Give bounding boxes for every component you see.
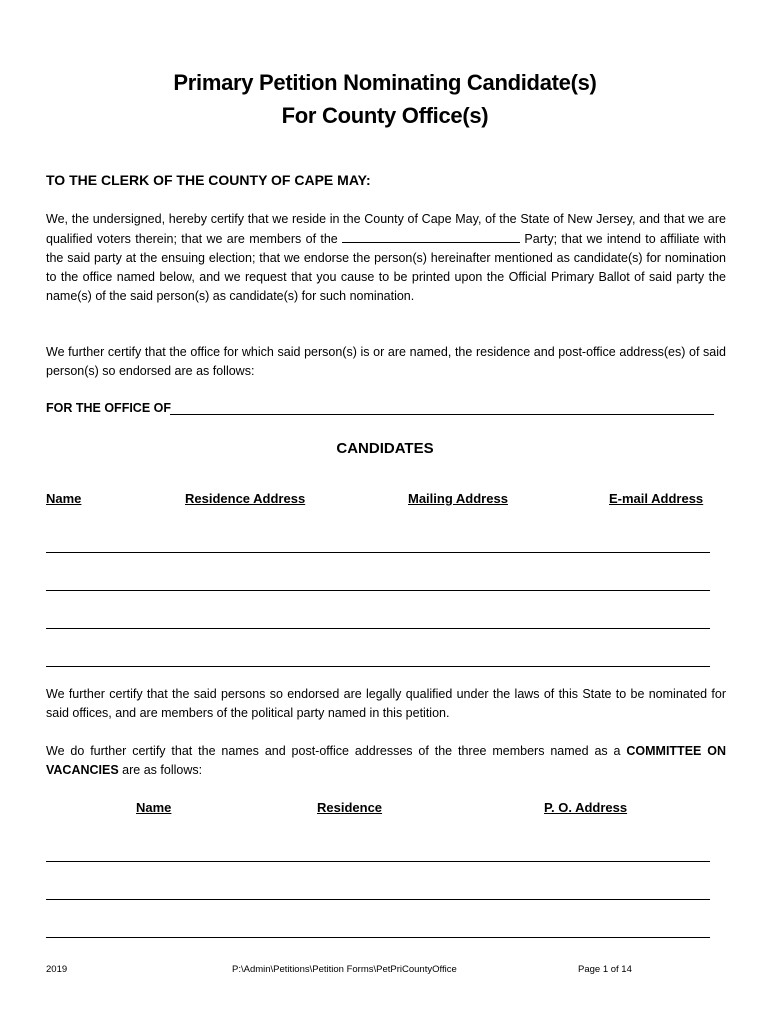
footer-page-number: Page 1 of 14 [578, 964, 632, 975]
paragraph-text: are as follows: [118, 763, 203, 777]
office-blank-line[interactable] [170, 414, 714, 415]
addressee-heading: TO THE CLERK OF THE COUNTY OF CAPE MAY: [46, 172, 371, 188]
qualification-paragraph: We further certify that the said persons so endorsed are legally qualified under the laws of this State to be nominated for said offices, and are members of the political party named in this petition. [46, 687, 726, 720]
committee-paragraph [46, 742, 726, 780]
candidate-entry-line[interactable] [46, 628, 710, 629]
paragraph-text: We do further certify that the names and post-office addresses of the three members named as a [46, 744, 627, 758]
vacancy-header-po-address: P. O. Address [544, 800, 628, 815]
vacancy-entry-line[interactable] [46, 861, 710, 862]
column-header-name: Name [46, 491, 82, 506]
document-title-line1: Primary Petition Nominating Candidate(s) [173, 70, 597, 95]
paragraph-text: Party; that we intend to affiliate with the said party at the ensuing election; that we endorse the person(s) hereinafter mentioned as candidate(s) for nomination to the office named below, and we request that you cause to be printed upon the Official Primary Ballot of said party the name(s) of the said person(s) as candidate(s) for such nomination. [46, 232, 726, 303]
vacancy-entry-line[interactable] [46, 899, 710, 900]
party-name-blank[interactable] [342, 229, 520, 243]
document-title-line2: For County Office(s) [281, 103, 489, 128]
column-header-residence: Residence Address [185, 491, 306, 506]
committee-label: COMMITTEE ON VACANCIES [46, 744, 727, 777]
paragraph-text: We, the undersigned, hereby certify that we reside in the County of Cape May, of the State of New Jersey, and that we are qualified voters therein; that we are members of the [46, 212, 726, 246]
office-certification-paragraph: We further certify that the office for which said person(s) is or are named, the residence and post-office address(es) of said person(s) so endorsed are as follows: [46, 345, 726, 378]
candidate-entry-line[interactable] [46, 666, 710, 667]
vacancy-entry-line[interactable] [46, 937, 710, 938]
candidate-entry-line[interactable] [46, 590, 710, 591]
vacancy-header-residence: Residence [317, 800, 383, 815]
column-header-mailing: Mailing Address [408, 491, 508, 506]
footer-year: 2019 [46, 964, 68, 975]
column-header-email: E-mail Address [609, 491, 704, 506]
office-label: FOR THE OFFICE OF [46, 401, 171, 415]
candidate-entry-line[interactable] [46, 552, 710, 553]
certification-paragraph [46, 210, 726, 306]
footer-file-path: P:\Admin\Petitions\Petition Forms\PetPriCountyOffice [232, 964, 457, 975]
vacancy-header-name: Name [136, 800, 172, 815]
candidates-heading: CANDIDATES [336, 440, 434, 457]
